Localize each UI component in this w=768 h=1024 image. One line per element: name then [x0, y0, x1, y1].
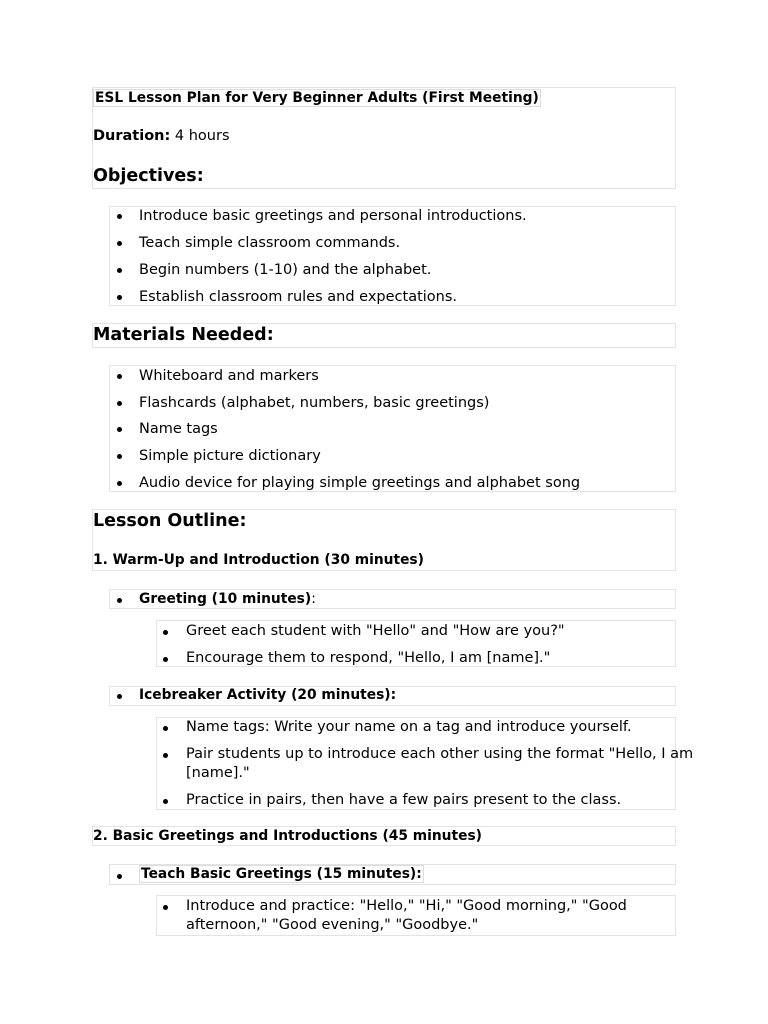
materials-heading: Materials Needed:: [93, 325, 274, 345]
list-item: Teach simple classroom commands.: [139, 235, 401, 251]
list-item: Flashcards (alphabet, numbers, basic greetings): [139, 395, 490, 411]
teach-greetings-label: Teach Basic Greetings (15 minutes):: [141, 866, 422, 882]
bullet: [117, 295, 122, 300]
list-item: Greet each student with "Hello" and "How are you?": [186, 623, 565, 639]
bullet: [117, 401, 122, 406]
bullet: [117, 874, 122, 879]
objectives-heading: Objectives:: [93, 166, 204, 186]
list-item-continuation: [name].": [186, 765, 250, 781]
bullet: [117, 374, 122, 379]
list-item: Introduce basic greetings and personal introductions.: [139, 208, 527, 224]
bullet: [117, 241, 122, 246]
list-item: Practice in pairs, then have a few pairs present to the class.: [186, 792, 622, 808]
section-2-title: 2. Basic Greetings and Introductions (45 minutes): [93, 828, 482, 844]
list-item: Name tags: [139, 421, 218, 437]
list-item-continuation: afternoon," "Good evening," "Goodbye.": [186, 917, 479, 933]
bullet: [163, 726, 168, 731]
bullet: [163, 753, 168, 758]
list-item: Begin numbers (1-10) and the alphabet.: [139, 262, 432, 278]
list-item: Introduce and practice: "Hello," "Hi," "Good morning," "Good: [186, 898, 627, 914]
list-item: Simple picture dictionary: [139, 448, 321, 464]
bullet: [117, 598, 122, 603]
bullet: [163, 799, 168, 804]
list-item: Pair students up to introduce each other using the format "Hello, I am: [186, 746, 694, 762]
page-title: ESL Lesson Plan for Very Beginner Adults (First Meeting): [95, 90, 539, 106]
bullet: [117, 268, 122, 273]
outline-heading: Lesson Outline:: [93, 511, 247, 531]
duration: [93, 128, 230, 144]
list-item: Establish classroom rules and expectations.: [139, 289, 458, 305]
bullet: [163, 630, 168, 635]
duration-value: 4 hours: [170, 128, 230, 144]
section-1-title: 1. Warm-Up and Introduction (30 minutes): [93, 552, 424, 568]
list-item: Audio device for playing simple greetings and alphabet song: [139, 475, 581, 491]
duration-label: Duration:: [93, 128, 171, 144]
greeting-label: Greeting (10 minutes):: [139, 591, 316, 607]
bullet: [117, 214, 122, 219]
bullet: [117, 694, 122, 699]
bullet: [117, 454, 122, 459]
icebreaker-label: Icebreaker Activity (20 minutes):: [139, 687, 397, 703]
list-item: Name tags: Write your name on a tag and introduce yourself.: [186, 719, 632, 735]
bullet: [163, 905, 168, 910]
bullet: [117, 481, 122, 486]
bullet: [117, 427, 122, 432]
list-item: Whiteboard and markers: [139, 368, 319, 384]
bullet: [163, 657, 168, 662]
list-item: Encourage them to respond, "Hello, I am [name].": [186, 650, 551, 666]
